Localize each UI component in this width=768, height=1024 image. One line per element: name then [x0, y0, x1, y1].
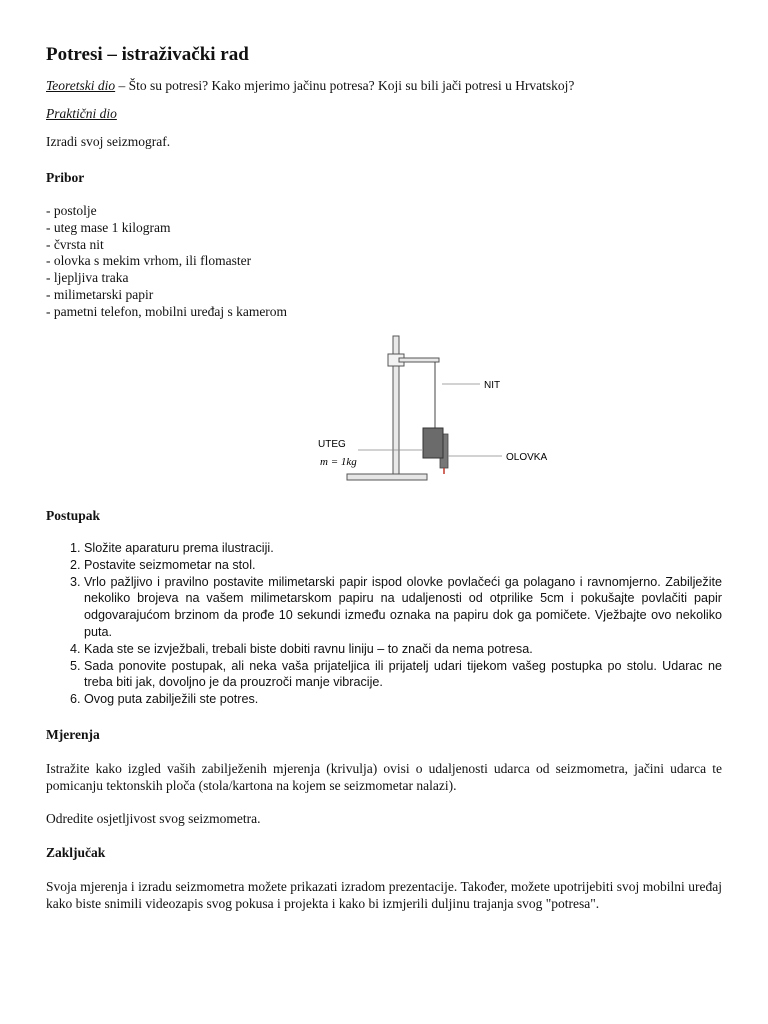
- step-text: Kada ste se izvježbali, trebali biste dobiti ravnu liniju – to znači da nema potresa.: [84, 641, 533, 656]
- theory-line: [46, 78, 574, 94]
- stand-base: [347, 474, 427, 480]
- equipment-heading: Pribor: [46, 170, 85, 185]
- practice-label: Praktični dio: [46, 106, 117, 121]
- conclusion-heading: Zaključak: [46, 845, 106, 860]
- procedure-steps: [46, 540, 722, 708]
- step-number: 1.: [70, 541, 81, 555]
- practice-line: [46, 106, 117, 122]
- sensitivity-paragraph: Odredite osjetljivost svog seizmometra.: [46, 811, 261, 826]
- list-item: - milimetarski papir: [46, 286, 154, 302]
- conclusion-paragraph: Svoja mjerenja i izradu seizmometra možete prikazati izradom prezentacije. Također, možete upotrijebiti svoj mobilni uređaj kako biste snimili videozapis svog pokusa i projekta i kako bi izmjerili duljinu trajanja svog "potresa".: [46, 879, 722, 911]
- step-text: Sada ponovite postupak, ali neka vaša prijateljica ili prijatelj udari tijekom vašeg postupka po stolu. Udarac ne treba biti jak, dovoljno je da prouzroči manje vibracije.: [84, 658, 722, 690]
- label-olovka: OLOVKA: [506, 452, 548, 463]
- measurements-heading: Mjerenja: [46, 727, 100, 742]
- list-item: [46, 691, 722, 708]
- stand-arm: [399, 358, 439, 362]
- step-number: 6.: [70, 692, 81, 707]
- list-item: - uteg mase 1 kilogram: [46, 219, 171, 235]
- step-number: 5.: [70, 658, 81, 673]
- equipment-list: [46, 203, 287, 321]
- step-number: 4.: [70, 641, 81, 656]
- procedure-heading: Postupak: [46, 508, 101, 523]
- label-mass: m = 1kg: [320, 456, 357, 468]
- step-number: 3.: [70, 574, 81, 589]
- label-uteg: UTEG: [318, 439, 346, 450]
- list-item: [46, 574, 722, 641]
- theory-label: Teoretski dio: [46, 78, 116, 93]
- step-text: Ovog puta zabilježili ste potres.: [84, 692, 259, 707]
- list-item: [46, 658, 722, 692]
- intro-text: Izradi svoj seizmograf.: [46, 134, 171, 149]
- label-nit: NIT: [484, 380, 501, 391]
- measurements-paragraph: Istražite kako izgled vaših zabilježenih mjerenja (krivulja) ovisi o udaljenosti udarca od seizmometra, jačini udarca te pomicanju tektonskih ploča (stola/kartona na kojem se seizmometar nalazi).: [46, 761, 722, 793]
- list-item: [46, 641, 722, 658]
- list-item: - olovka s mekim vrhom, ili flomaster: [46, 253, 252, 269]
- list-item: [46, 540, 722, 557]
- page-title: Potresi – istraživački rad: [46, 44, 249, 65]
- step-text: Postavite seizmometar na stol.: [84, 557, 256, 572]
- list-item: - pametni telefon, mobilni uređaj s kamerom: [46, 303, 288, 319]
- list-item: - čvrsta nit: [46, 236, 104, 252]
- list-item: - postolje: [46, 203, 97, 218]
- step-number: 2.: [70, 557, 81, 572]
- seismograph-illustration: [268, 332, 568, 492]
- list-item: [46, 557, 722, 574]
- step-text: Vrlo pažljivo i pravilno postavite milimetarski papir ispod olovke povlačeći ga polagano i ravnomjerno. Zabilježite nekoliko brojeva na vašem milimetarskom papiru na udaljenosti od otprilike 5cm i pokušajte povlačiti papir odgovarajućom brzinom da prođe 10 sekundi između oznaka na papiru dok ga pomičete. Vježbajte ovo nekoliko puta.: [84, 574, 722, 639]
- weight-block: [423, 428, 443, 458]
- theory-text: – Što su potresi? Kako mjerimo jačinu potresa? Koji su bili jači potresi u Hrvatskoj?: [115, 78, 575, 93]
- list-item: - ljepljiva traka: [46, 270, 129, 286]
- step-text: Složite aparaturu prema ilustraciji.: [84, 541, 274, 555]
